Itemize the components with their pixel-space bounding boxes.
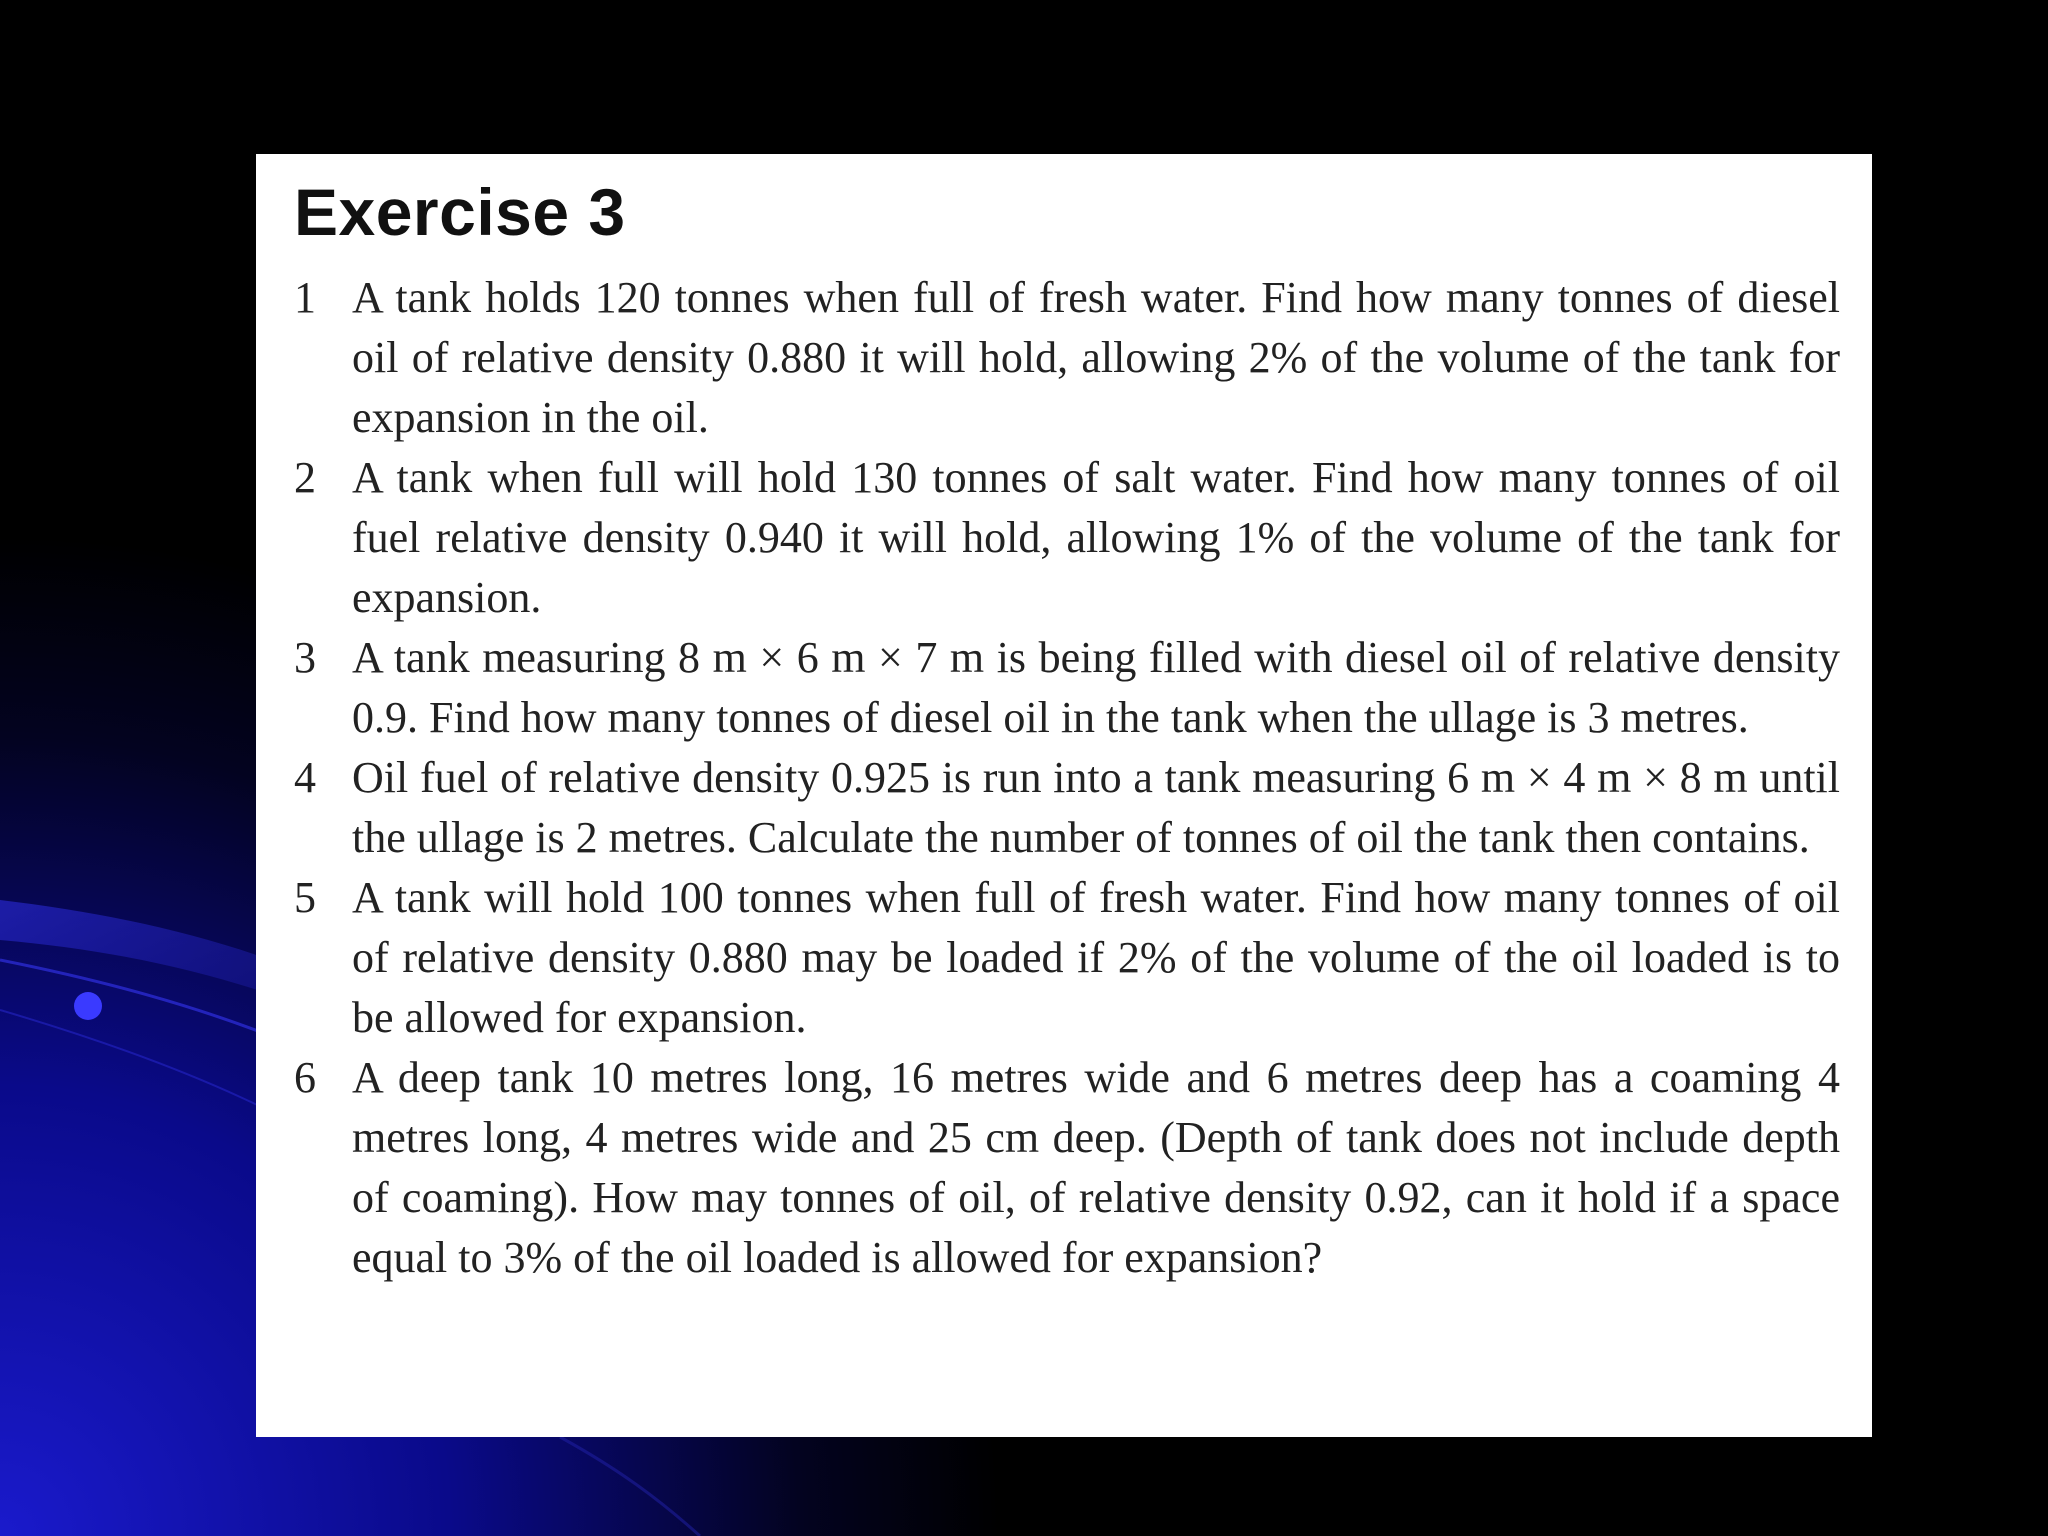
exercise-text: A tank will hold 100 tonnes when full of fresh water. Find how many tonnes of oil of relative density 0.880 may be loaded if 2% of the volume of the oil loaded is to be allowed for expansion. [352, 873, 1840, 1042]
exercise-item [294, 268, 1840, 448]
exercise-item [294, 628, 1840, 748]
exercise-number: 4 [294, 753, 316, 802]
exercise-text: A tank holds 120 tonnes when full of fresh water. Find how many tonnes of diesel oil of relative density 0.880 it will hold, allowing 2% of the volume of the tank for expansion in the oil. [352, 273, 1840, 442]
exercise-number: 3 [294, 633, 316, 682]
exercise-text: A tank measuring 8 m × 6 m × 7 m is being filled with diesel oil of relative density 0.9. Find how many tonnes of diesel oil in the tank when the ullage is 3 metres. [352, 633, 1840, 742]
exercise-item [294, 1048, 1840, 1288]
bullet-dot [74, 992, 102, 1020]
exercise-item [294, 868, 1840, 1048]
exercise-number: 6 [294, 1053, 316, 1102]
exercise-list [294, 268, 1840, 1288]
exercise-number: 2 [294, 453, 316, 502]
exercise-text: Oil fuel of relative density 0.925 is run into a tank measuring 6 m × 4 m × 8 m until the ullage is 2 metres. Calculate the number of tonnes of oil the tank then contains. [352, 753, 1840, 862]
exercise-item [294, 448, 1840, 628]
exercise-item [294, 748, 1840, 868]
exercise-number: 1 [294, 273, 316, 322]
exercise-number: 5 [294, 873, 316, 922]
exercise-card [256, 154, 1872, 1437]
exercise-title: Exercise 3 [294, 175, 626, 249]
exercise-text: A deep tank 10 metres long, 16 metres wide and 6 metres deep has a coaming 4 metres long, 4 metres wide and 25 cm deep. (Depth of tank does not include depth of coaming). How may tonnes of oil, of relative density 0.92, can it hold if a space equal to 3% of the oil loaded is allowed for expansion? [352, 1053, 1840, 1282]
exercise-text: A tank when full will hold 130 tonnes of salt water. Find how many tonnes of oil fuel relative density 0.940 it will hold, allowing 1% of the volume of the tank for expansion. [352, 453, 1840, 622]
